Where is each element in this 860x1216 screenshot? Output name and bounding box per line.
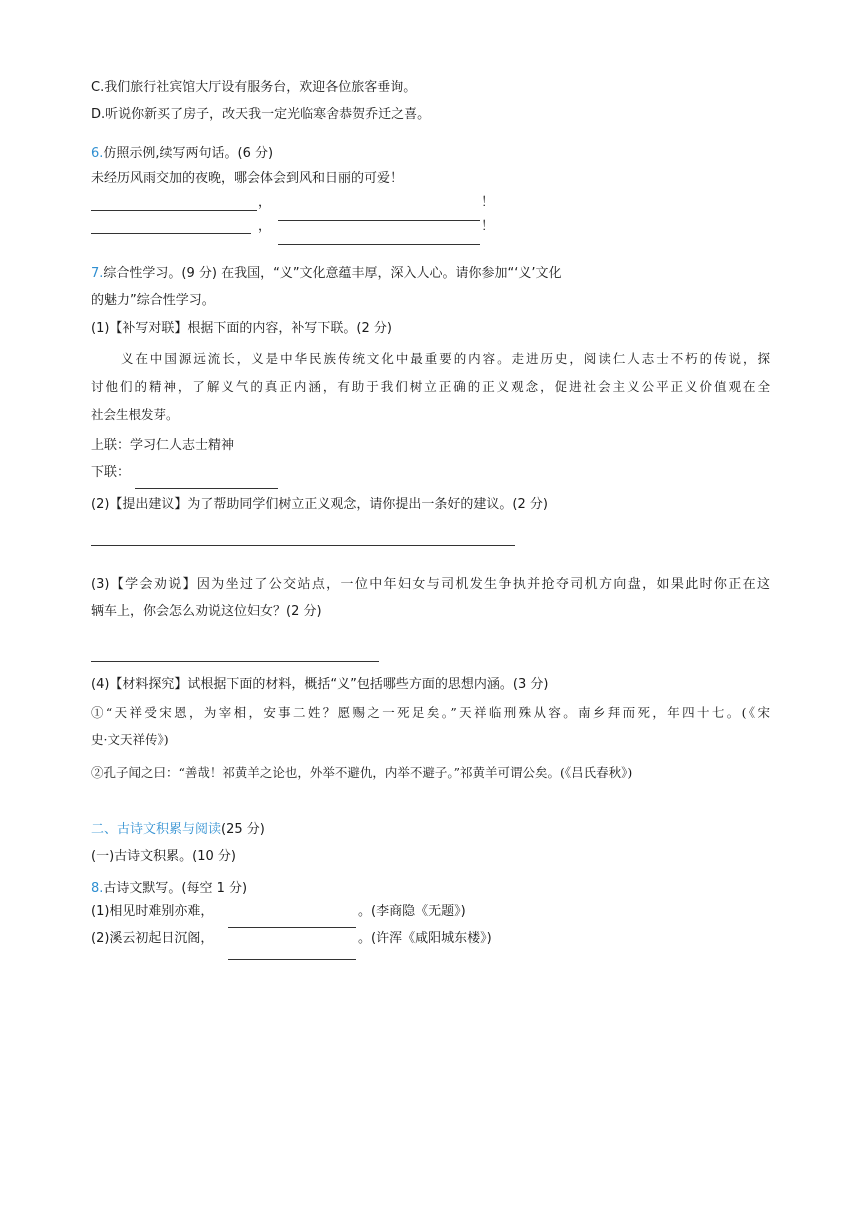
q7-material-1b: 史·文天祥传》) [91,732,169,747]
q7-part1-text-2: 讨他们的精神，了解义气的真正内涵，有助于我们树立正确的正义观念，促进社会主义公平正义价值观在全 [91,379,770,394]
q8-blank-2[interactable] [228,959,356,960]
q6-blank-2b[interactable] [278,244,480,245]
q7-part1-label: (1)【补写对联】根据下面的内容，补写下联。(2 分) [91,321,392,336]
q6-blank-2a[interactable] [91,233,251,234]
q6-comma-1: ， [258,195,272,210]
couplet-upper: 上联：学习仁人志士精神 [91,438,235,453]
couplet-lower-label: 下联： [91,465,131,480]
q7-material-1a: ①“天祥受宋恩，为宰相，安事二姓？愿赐之一死足矣。”天祥临刑殊从容。南乡拜而死，年四十七。(《宋 [91,705,770,720]
q6-blank-1a[interactable] [91,210,257,211]
option-c: C.我们旅行社宾馆大厅设有服务台，欢迎各位旅客垂询。 [91,80,417,95]
section2-score: (25 分) [221,822,265,837]
q6-comma-2: ， [258,219,272,234]
q6-blank-1b[interactable] [278,220,480,221]
q8-number: 8. [91,881,104,896]
q8-line1-end: 。(李商隐《无题》) [358,904,466,919]
option-d: D.听说你新买了房子，改天我一定光临寒舍恭贺乔迁之喜。 [91,107,431,122]
q7-part3-answer-line[interactable] [91,661,379,662]
q8-line2-start: (2)溪云初起日沉阁， [91,931,214,946]
q7-part2-label: (2)【提出建议】为了帮助同学们树立正义观念，请你提出一条好的建议。(2 分) [91,497,548,512]
q8-stem: 古诗文默写。(每空 1 分) [103,881,248,896]
section2-heading [91,821,265,839]
q6-heading [91,145,273,163]
q6-excl-2: ！ [481,219,495,234]
q7-part4-label: (4)【材料探究】试根据下面的材料，概括“义”包括哪些方面的思想内涵。(3 分) [91,677,549,692]
q7-part3-label-1: (3)【学会劝说】因为坐过了公交站点，一位中年妇女与司机发生争执并抢夺司机方向盘，如果此时你正在这 [91,577,770,592]
q6-stem: 仿照示例,续写两句话。(6 分) [103,146,274,161]
q7-part1-text-3: 社会生根发芽。 [91,407,179,422]
q6-number: 6. [91,146,104,161]
q7-material-2: ②孔子闻之曰：“善哉！祁黄羊之论也，外举不避仇，内举不避子。”祁黄羊可谓公矣。(《吕氏春秋》) [91,765,633,780]
q7-stem-1: 综合性学习。(9 分) 在我国，“义”文化意蕴丰厚，深入人心。请你参加“‘义’文化 [103,266,562,281]
q8-line2-end: 。(许浑《咸阳城东楼》) [358,931,492,946]
q7-heading [91,265,562,283]
section2-subheading: (一)古诗文积累。(10 分) [91,849,236,864]
q7-part1-text-1: 义在中国源远流长，义是中华民族传统文化中最重要的内容。走进历史，阅读仁人志士不朽的传说，探 [121,351,770,366]
q6-example: 未经历风雨交加的夜晚，哪会体会到风和日丽的可爱！ [91,171,404,186]
q8-heading [91,880,247,898]
q8-blank-1[interactable] [228,927,356,928]
q7-part2-answer-line[interactable] [91,545,515,546]
q6-excl-1: ！ [481,195,495,210]
q7-stem-2: 的魅力”综合性学习。 [91,293,215,308]
couplet-lower-blank[interactable] [135,488,278,489]
q7-number: 7. [91,266,104,281]
q7-part3-label-2: 辆车上，你会怎么劝说这位妇女？(2 分) [91,604,322,619]
section2-title: 二、古诗文积累与阅读 [91,822,222,837]
q8-line1-start: (1)相见时难别亦难， [91,904,214,919]
